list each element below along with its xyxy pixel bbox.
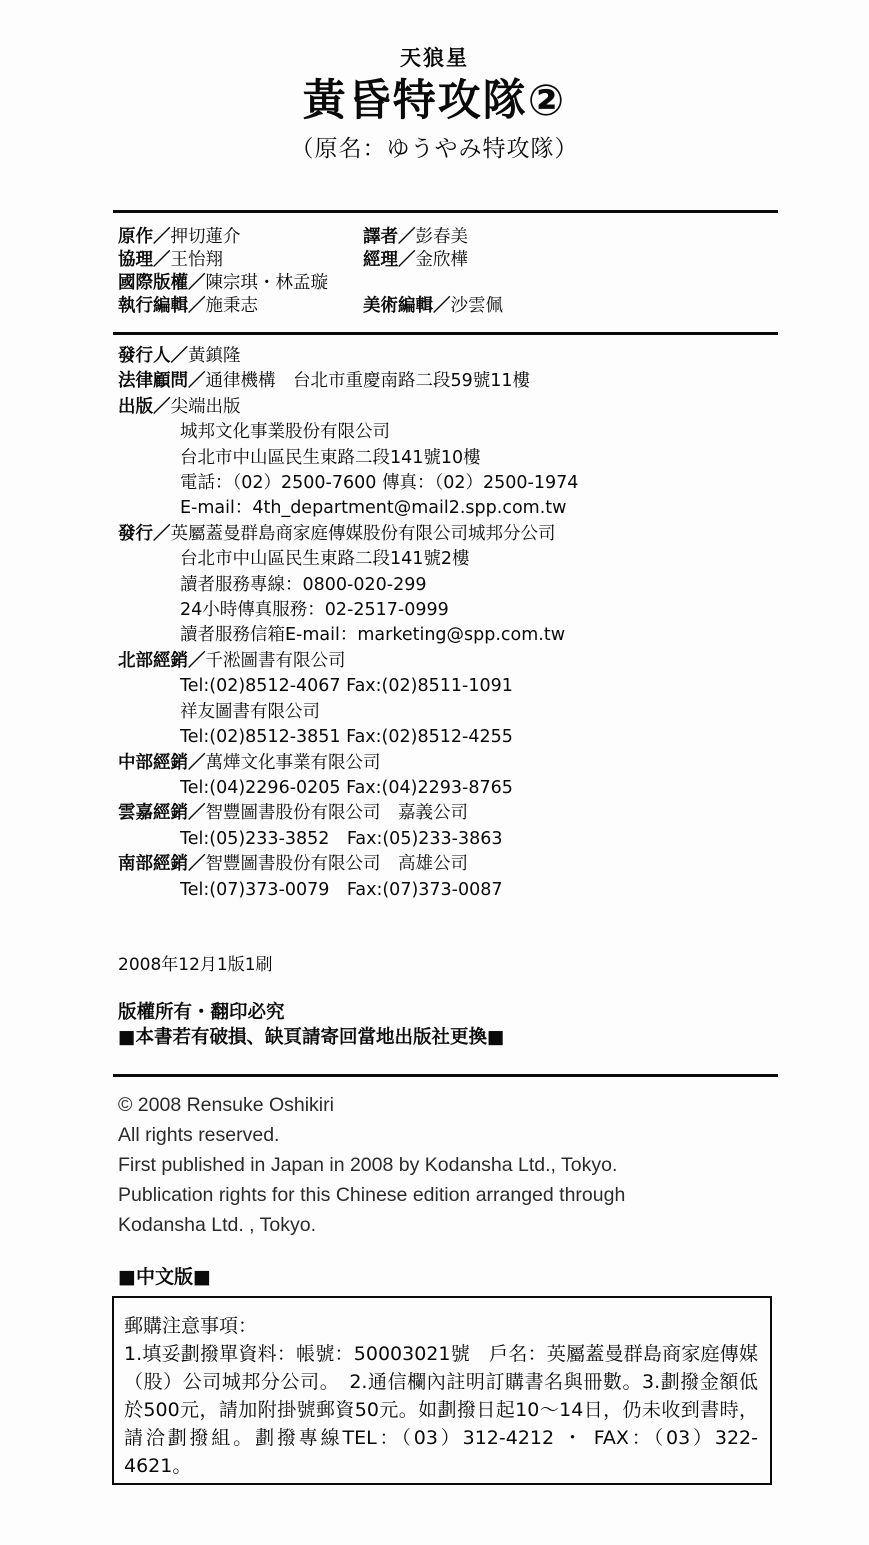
- credit-right: [363, 249, 468, 272]
- credit-label: 譯者／: [363, 227, 416, 247]
- publisher-value: 智豐圖書股份有限公司 高雄公司: [205, 854, 468, 875]
- publisher-label: 北部經銷／: [118, 650, 206, 671]
- publisher-value: Tel:(07)373-0079 Fax:(07)373-0087: [180, 879, 503, 900]
- publisher-value: 黃鎮隆: [188, 346, 241, 366]
- credit-row: [118, 226, 778, 249]
- credit-row: [118, 295, 778, 318]
- publisher-value: 電話：（02）2500-7600 傳真：（02）2500-1974: [180, 473, 579, 494]
- publisher-value: 千淞圖書有限公司: [205, 650, 346, 671]
- publisher-line: [118, 649, 818, 674]
- publisher-value: 台北市中山區民生東路二段141號2樓: [180, 549, 470, 570]
- publisher-value: 台北市中山區民生東路二段141號10樓: [180, 447, 481, 468]
- publisher-value: 24小時傳真服務：02-2517-0999: [180, 600, 449, 621]
- credit-row: [118, 249, 778, 272]
- publisher-label: 中部經銷／: [118, 752, 206, 773]
- publisher-line: [118, 522, 818, 547]
- publisher-line: [118, 852, 818, 877]
- publisher-value: 祥友圖書有限公司: [180, 701, 320, 722]
- publisher-value: 讀者服務專線：0800-020-299: [180, 574, 427, 595]
- mail-order-box: [112, 1296, 772, 1485]
- publisher-line: [118, 471, 818, 496]
- credit-value: 陳宗琪・林孟璇: [205, 273, 328, 293]
- english-rights-notice: [118, 1090, 798, 1240]
- credit-value: 押切蓮介: [170, 227, 241, 247]
- original-title: （原名：ゆうやみ特攻隊）: [290, 136, 579, 162]
- credit-value: 沙雲佩: [450, 296, 503, 316]
- publisher-label: 雲嘉經銷／: [118, 803, 206, 824]
- divider-top: [113, 210, 778, 213]
- title-block: [0, 48, 869, 161]
- credit-value: 施秉志: [205, 296, 258, 316]
- publisher-line: [118, 420, 818, 445]
- publisher-label: 出版／: [118, 396, 171, 417]
- publisher-value: 英屬蓋曼群島商家庭傳媒股份有限公司城邦分公司: [170, 523, 556, 544]
- publisher-line: [118, 369, 818, 394]
- publication-rights-line: Publication rights for this Chinese edition arranged through: [118, 1184, 626, 1206]
- divider-bottom: [113, 1074, 778, 1077]
- credit-label: 經理／: [363, 250, 416, 270]
- publisher-value: 智豐圖書股份有限公司 嘉義公司: [205, 803, 468, 824]
- publisher-line: [118, 751, 818, 776]
- credit-left: [118, 249, 223, 272]
- publisher-line: [118, 446, 818, 471]
- publisher-value: 通律機構 台北市重慶南路二段59號11樓: [205, 371, 531, 392]
- publisher-label: 法律顧問／: [118, 371, 206, 392]
- publisher-label: 南部經銷／: [118, 854, 206, 875]
- publisher-value: Tel:(04)2296-0205 Fax:(04)2293-8765: [180, 777, 513, 798]
- credit-label: 協理／: [118, 250, 171, 270]
- credit-left: [118, 226, 241, 249]
- credit-row: [118, 272, 778, 295]
- publisher-value: 讀者服務信箱E-mail：marketing@spp.com.tw: [180, 625, 566, 646]
- publisher-label: 發行／: [118, 523, 171, 544]
- publisher-line: [118, 598, 818, 623]
- publisher-line: [118, 725, 818, 750]
- credit-right: [363, 226, 468, 249]
- credit-value: 王怡翔: [170, 250, 223, 270]
- publisher-label: 發行人／: [118, 346, 188, 366]
- publisher-value: Tel:(05)233-3852 Fax:(05)233-3863: [180, 828, 503, 849]
- copyright-warning-line-2: ■本書若有破損、缺頁請寄回當地出版社更換■: [118, 1027, 505, 1048]
- publisher-value: 城邦文化事業股份有限公司: [180, 422, 390, 443]
- publisher-line: [118, 878, 818, 903]
- publisher-line: [118, 547, 818, 572]
- publisher-line: [118, 496, 818, 521]
- publisher-line: [118, 344, 818, 369]
- rights-reserved-line: All rights reserved.: [118, 1124, 280, 1146]
- credit-left: [118, 295, 258, 318]
- publisher-line: [118, 827, 818, 852]
- copyright-warning: [118, 1000, 504, 1050]
- publisher-line: [118, 700, 818, 725]
- credit-right: [363, 295, 503, 318]
- chinese-edition-marker: ■中文版■: [118, 1266, 211, 1288]
- credit-label: 國際版權／: [118, 273, 206, 293]
- publisher-line: [118, 623, 818, 648]
- copyright-line: © 2008 Rensuke Oshikiri: [118, 1094, 334, 1116]
- staff-credits: [118, 226, 778, 318]
- publisher-value: 萬燁文化事業有限公司: [205, 752, 381, 773]
- publisher-line: [118, 573, 818, 598]
- print-date: 2008年12月1版1刷: [118, 955, 273, 975]
- divider-middle: [113, 332, 778, 335]
- credit-label: 原作／: [118, 227, 171, 247]
- page-title: 黃昏特攻隊②: [302, 76, 567, 126]
- credit-value: 彭春美: [415, 227, 468, 247]
- publisher-value: Tel:(02)8512-4067 Fax:(02)8511-1091: [180, 676, 513, 697]
- mail-order-content: [114, 1298, 770, 1480]
- publisher-line: [118, 776, 818, 801]
- publisher-info: [118, 344, 818, 903]
- publisher-value: Tel:(02)8512-3851 Fax:(02)8512-4255: [180, 727, 513, 748]
- credit-value: 金欣樺: [415, 250, 468, 270]
- first-published-line: First published in Japan in 2008 by Kodansha Ltd., Tokyo.: [118, 1154, 618, 1176]
- credit-label: 執行編輯／: [118, 296, 206, 316]
- mail-order-body: 1.填妥劃撥單資料：帳號：50003021號 戶名：英屬蓋曼群島商家庭傳媒（股）公司城邦分公司。 2.通信欄內註明訂購書名與冊數。3.劃撥金額低於500元，請加附掛號郵資50元。如劃撥日起10～14日，仍未收到書時，請洽劃撥組。劃撥專線TEL：（03）312-4212 ・ FAX：（03）322-4621。: [124, 1343, 758, 1477]
- publisher-value: 尖端出版: [170, 396, 241, 417]
- publisher-value: E-mail：4th_department@mail2.spp.com.tw: [180, 498, 567, 519]
- publisher-line: [118, 801, 818, 826]
- publisher-line: [118, 674, 818, 699]
- publisher-line: [118, 395, 818, 420]
- series-name: 天狼星: [400, 46, 469, 70]
- mail-order-title: 郵購注意事項：: [124, 1315, 258, 1337]
- copyright-warning-line-1: 版權所有・翻印必究: [118, 1002, 285, 1023]
- credit-label: 美術編輯／: [363, 296, 451, 316]
- kodansha-line: Kodansha Ltd. , Tokyo.: [118, 1214, 317, 1236]
- credit-left: [118, 272, 328, 295]
